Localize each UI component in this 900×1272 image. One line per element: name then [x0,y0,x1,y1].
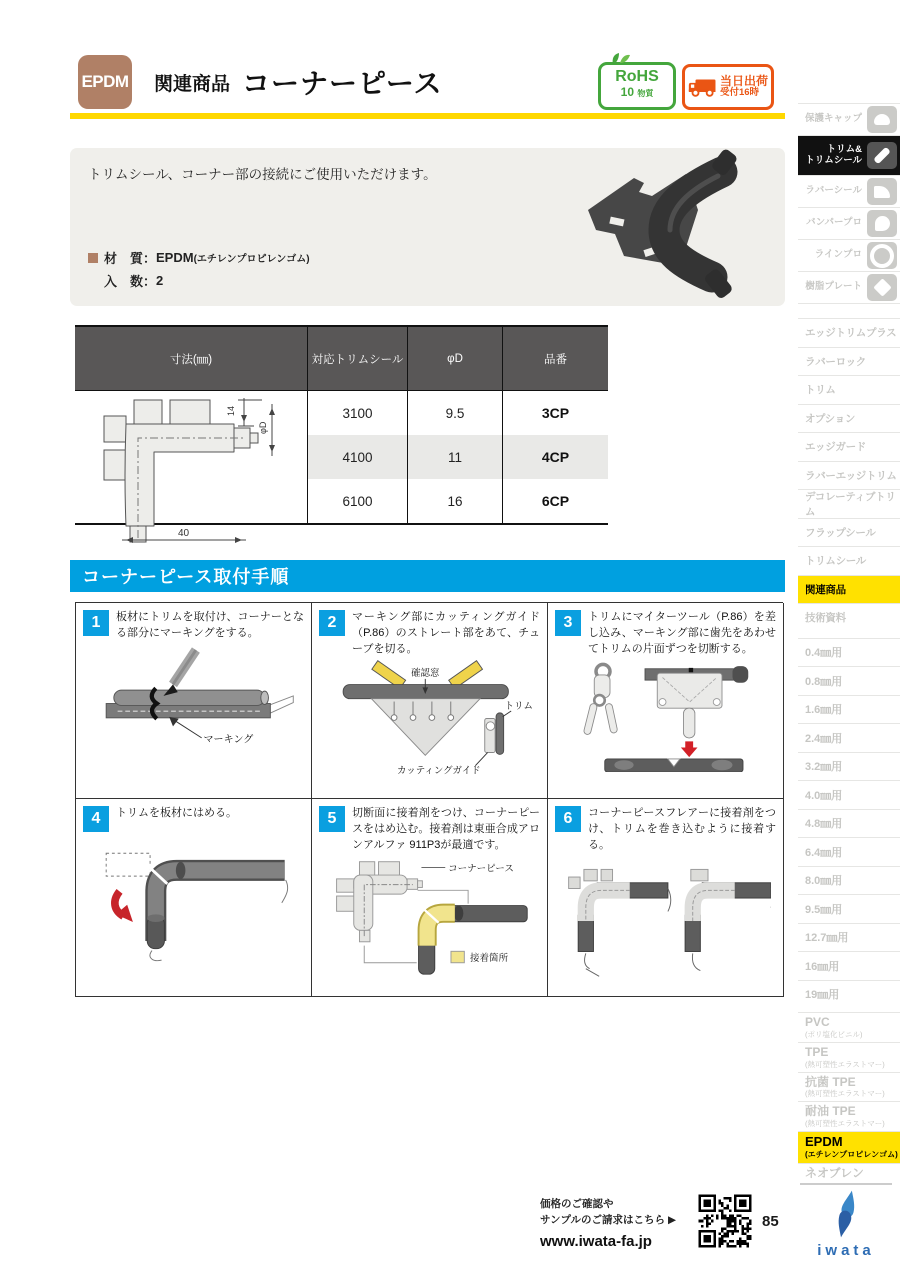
window-label: 確認窓 [410,667,439,679]
same-day-shipping-badge [682,64,774,110]
step-text: マーキング部にカッティングガイド（P.86）のストレート部をあて、チューブを切る。 [352,611,540,655]
spec-cell-phi-d: 16 [407,479,502,523]
sidebar-nav-label: トリム [805,384,836,397]
sidebar-nav-list [798,318,900,632]
step-text: トリムにマイターツール（P.86）を差し込み、マーキング部に歯先をあわせてトリムの片面ずつを切断する。 [588,611,776,655]
material-value: EPDM [156,250,194,265]
sidebar-size-label: 8.0㎜用 [805,875,843,888]
sidebar-size-item[interactable] [798,638,900,667]
step4-diagram [89,834,299,966]
dimension-drawing [86,364,296,550]
step3-diagram [561,660,771,772]
sidebar-material-sub: (熱可塑性エラストマー) [805,1059,885,1069]
epdm-product-tag: EPDM [78,55,132,109]
sidebar-category[interactable]: トリム& トリムシール [798,136,900,176]
rohs-title: RoHS [615,68,659,85]
sidebar-category[interactable] [798,240,900,272]
sidebar-nav-item[interactable] [798,432,900,461]
install-section-title: コーナーピース取付手順 [70,560,785,592]
shipping-line2: 受付16時 [719,87,760,99]
iwata-logo-mark [828,1189,864,1239]
header-divider [70,113,785,119]
sidebar-size-label: 0.8㎜用 [805,675,843,688]
sidebar-nav-item[interactable] [798,518,900,547]
material-bullet [88,253,98,263]
sidebar-material-sub: (エチレンプロピレンゴム) [805,1150,898,1160]
sidebar-material-item[interactable] [798,1131,900,1163]
spec-cell-trim-seal: 4100 [307,435,407,479]
sidebar-material-label: EPDM [805,1134,843,1150]
sidebar-nav-label: デコレーティブトリム [805,490,896,518]
sidebar-size-list [798,638,900,1009]
sidebar-material-label: PVC [805,1015,830,1029]
iwata-logo-text: iwata [817,1242,875,1259]
qty-label: 入 数： [104,274,157,289]
sidebar-size-item[interactable] [798,666,900,695]
spec-header-phi-d: φD [407,327,502,391]
spec-table [75,325,608,539]
sidebar-nav-label: 技術資料 [805,612,846,625]
line-roll-icon [867,242,897,269]
sidebar-size-label: 1.6㎜用 [805,704,843,717]
sidebar-size-label: 4.8㎜用 [805,818,843,831]
install-steps-grid [75,602,783,997]
sidebar-nav-item[interactable] [798,347,900,376]
sidebar-nav-item[interactable] [798,575,900,604]
sidebar-size-item[interactable] [798,866,900,895]
sidebar-size-label: 2.4㎜用 [805,732,843,745]
sidebar-size-label: 12.7㎜用 [805,932,849,945]
step-text: 切断面に接着剤をつけ、コーナーピースをはめ込む。接着剤は東亜合成アロンアルファ 911P3が最適です。 [352,807,540,851]
sidebar-nav-item[interactable] [798,603,900,632]
footer-line2: サンプルのご請求はこちら ▶ [540,1213,677,1226]
bumper-icon [867,210,897,237]
material-label: 材 質： [104,251,157,266]
step-text: コーナーピースフレアーに接着剤をつけ、トリムを巻き込むように接着する。 [588,807,776,851]
step-text: 板材にトリムを取付け、コーナーとなる部分にマーキングをする。 [116,611,304,639]
sidebar-material-item[interactable] [798,1072,900,1102]
sidebar-nav-label: オプション [805,412,856,425]
sidebar-category-label: 保護キャップ [804,113,862,125]
sidebar-size-label: 6.4㎜用 [805,846,843,859]
corner-piece-label: コーナーピース [447,863,514,875]
spec-cell-part-no: 3CP [502,391,608,435]
sidebar-material-item[interactable] [798,1163,900,1184]
rohs-unit: 物質 [637,89,654,99]
sidebar-nav-label: 関連商品 [805,583,846,596]
sidebar-category-label: 樹脂プレート [805,281,862,293]
sidebar-category-list [798,103,900,304]
iwata-logo [800,1183,892,1259]
footer-line1: 価格のご確認や [540,1198,614,1210]
sidebar-category-label: トリム& [826,143,862,155]
step-number: 5 [319,806,345,832]
sidebar-size-item[interactable] [798,780,900,809]
sidebar-category[interactable] [798,104,900,136]
spec-cell-part-no: 6CP [502,479,608,523]
install-step-2 [312,603,548,799]
spec-cell-phi-d: 11 [407,435,502,479]
sidebar-nav-label: ラバーエッジトリム [805,469,897,482]
shipping-line1: 当日出荷 [719,73,768,88]
sidebar-nav-item[interactable] [798,404,900,433]
spec-cell-trim-seal: 6100 [307,479,407,523]
spec-header-trim-seal: 対応トリムシール [307,327,407,391]
material-value-sub: (エチレンプロピレンゴム) [193,254,310,265]
step-text: トリムを板材にはめる。 [116,807,237,819]
sidebar-nav-item[interactable] [798,461,900,490]
sidebar-size-label: 3.2㎜用 [805,761,843,774]
sidebar-size-item[interactable] [798,837,900,866]
spec-cell-phi-d: 9.5 [407,391,502,435]
sidebar-size-label: 9.5㎜用 [805,903,843,916]
sidebar-material-label: 耐油 TPE [805,1104,856,1119]
sidebar-size-label: 4.0㎜用 [805,789,843,802]
sidebar-nav-item[interactable] [798,546,900,575]
step1-diagram [89,644,299,764]
sidebar-size-label: 19㎜用 [805,989,840,1002]
step6-diagram [561,856,771,984]
guide-label: カッティングガイド [396,765,481,777]
sidebar-size-label: 16㎜用 [805,960,840,973]
install-step-4 [76,799,312,997]
sidebar-category-label: ラバーシール [805,185,862,197]
sidebar-material-item[interactable] [798,1012,900,1042]
dim-label-14: 14 [226,405,236,416]
sidebar-material-label: ネオブレン [805,1165,864,1180]
install-step-1 [76,603,312,799]
spec-header-part-no: 品番 [502,327,608,391]
corner-piece-photo [560,148,775,304]
sidebar-nav-label: フラップシール [805,526,876,539]
dim-label-40: 40 [178,528,190,539]
sidebar-size-item[interactable] [798,723,900,752]
sidebar-material-item[interactable] [798,1101,900,1131]
sidebar-material-label: 抗菌 TPE [805,1074,856,1089]
footer-info [540,1197,676,1253]
sidebar-category[interactable] [798,272,900,304]
trim-label: トリム [504,700,533,712]
sidebar-material-item[interactable] [798,1042,900,1072]
sidebar-category-label: ラインプロ [814,249,862,261]
step-number: 2 [319,610,345,636]
install-step-3 [548,603,784,799]
adhesive-label: 接着箇所 [469,952,508,964]
sidebar-material-sub: (熱可塑性エラストマー) [805,1089,885,1099]
category-label: 関連商品 [154,73,231,95]
step2-diagram [325,660,535,778]
rohs-count: 10 [620,85,634,100]
step-number: 3 [555,610,581,636]
step5-diagram [325,856,535,978]
footer-url[interactable]: www.iwata-fa.jp [540,1232,652,1250]
sidebar-size-item[interactable] [798,695,900,724]
page-header [78,55,443,109]
plate-icon [867,274,897,301]
page-title: コーナーピース [242,68,443,99]
sidebar-size-item[interactable] [798,923,900,952]
sidebar-size-item[interactable] [798,752,900,781]
step-number: 1 [83,610,109,636]
sidebar-size-item[interactable] [798,809,900,838]
trim-seal-icon [867,142,897,169]
dim-label-phi-d: φD [258,421,268,434]
sidebar-nav-label: ラバーロック [805,355,866,368]
sidebar-material-list [798,1012,900,1184]
sidebar-material-sub: (ポリ塩化ビニル) [805,1029,863,1039]
step-number: 6 [555,806,581,832]
sidebar-nav-item[interactable] [798,318,900,347]
rohs-badge [598,62,676,110]
product-description: トリムシール、コーナー部の接続にご使用いただけます。 [88,167,437,182]
product-intro-box [70,148,785,306]
sidebar-size-label: 0.4㎜用 [805,647,843,660]
step-number: 4 [83,806,109,832]
sidebar-nav-label: トリムシール [805,555,866,568]
product-specs [88,244,310,290]
rubber-seal-icon [867,178,897,205]
sidebar-size-item[interactable] [798,951,900,980]
qty-value: 2 [156,273,164,288]
truck-icon [688,73,718,101]
page-number: 85 [762,1213,779,1230]
sidebar-category-label: バンパープロ [806,217,862,229]
sidebar-nav-item[interactable] [798,375,900,404]
spec-cell-part-no: 4CP [502,435,608,479]
install-step-6 [548,799,784,997]
sidebar [798,0,900,1272]
spec-cell-trim-seal: 3100 [307,391,407,435]
sidebar-size-item[interactable] [798,894,900,923]
sidebar-category[interactable] [798,176,900,208]
install-step-5 [312,799,548,997]
sidebar-nav-label: エッジトリムプラス [805,327,897,340]
sidebar-nav-label: エッジガード [805,441,866,454]
sidebar-material-sub: (熱可塑性エラストマー) [805,1119,885,1129]
sidebar-material-label: TPE [805,1044,829,1059]
sidebar-nav-item[interactable] [798,489,900,518]
dimension-drawing-cell [75,391,307,539]
leaf-icon [607,51,633,67]
spec-header-dimensions: 寸法(㎜) [75,327,307,391]
sidebar-size-item[interactable] [798,980,900,1009]
sidebar-category[interactable] [798,208,900,240]
qr-code [696,1192,754,1250]
cap-icon [867,106,897,133]
marking-label: マーキング [203,734,253,746]
